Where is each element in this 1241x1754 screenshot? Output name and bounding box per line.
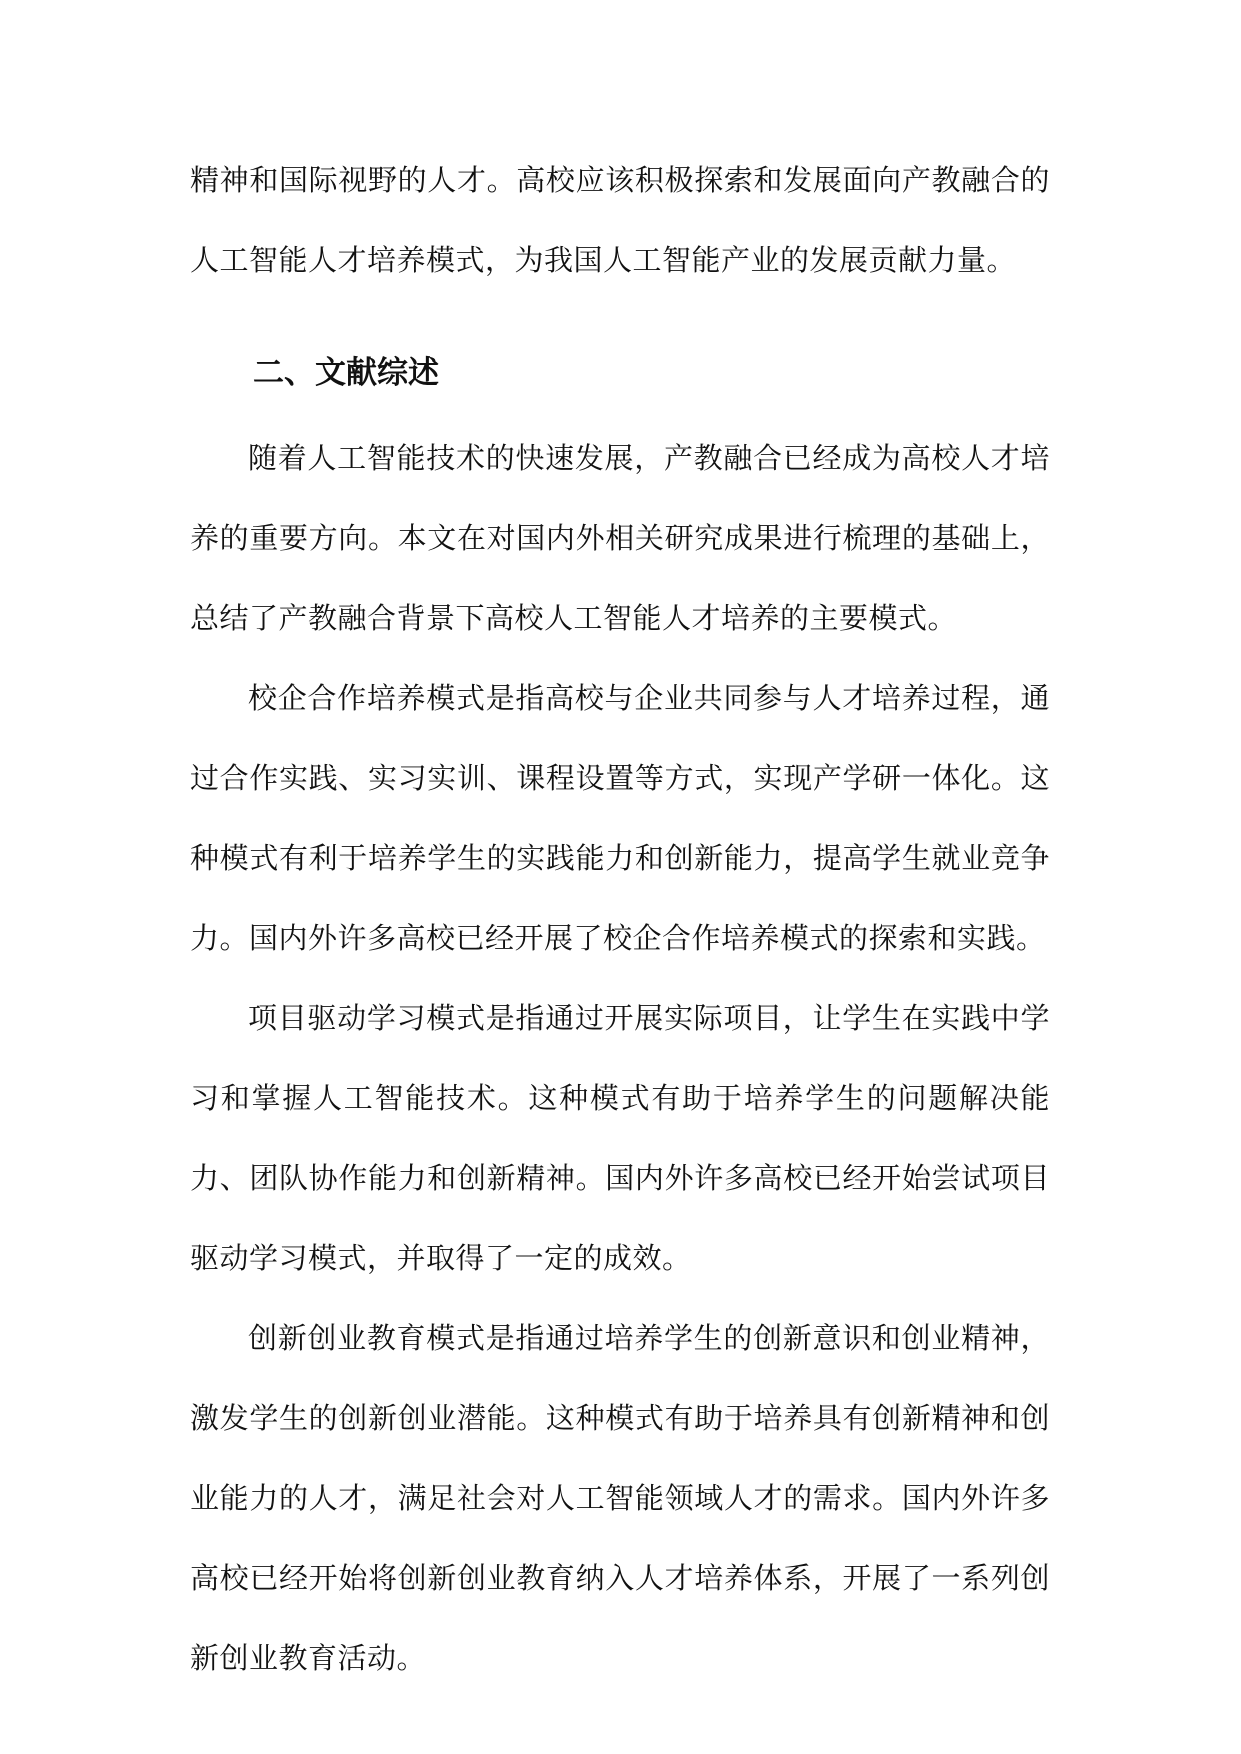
paragraph-intro: 随着人工智能技术的快速发展，产教融合已经成为高校人才培养的重要方向。本文在对国内外相关研究成果进行梳理的基础上，总结了产教融合背景下高校人工智能人才培养的主要模式。 — [190, 441, 1050, 635]
paragraph-innovation: 创新创业教育模式是指通过培养学生的创新意识和创业精神，激发学生的创新创业潜能。这种模式有助于培养具有创新精神和创业能力的人才，满足社会对人工智能领域人才的需求。国内外许多高校已经开始将创新创业教育纳入人才培养体系，开展了一系列创新创业教育活动。 — [190, 1321, 1050, 1675]
paragraph-project-driven: 项目驱动学习模式是指通过开展实际项目，让学生在实践中学习和掌握人工智能技术。这种模式有助于培养学生的问题解决能力、团队协作能力和创新精神。国内外许多高校已经开始尝试项目驱动学习模式，并取得了一定的成效。 — [190, 1001, 1050, 1275]
section-heading: 二、文献综述 — [253, 355, 439, 391]
paragraph-school-enterprise: 校企合作培养模式是指高校与企业共同参与人才培养过程，通过合作实践、实习实训、课程设置等方式，实现产学研一体化。这种模式有利于培养学生的实践能力和创新能力，提高学生就业竞争力。国内外许多高校已经开展了校企合作培养模式的探索和实践。 — [190, 681, 1050, 955]
document-body — [190, 140, 1050, 1698]
continued-paragraph: 精神和国际视野的人才。高校应该积极探索和发展面向产教融合的人工智能人才培养模式，为我国人工智能产业的发展贡献力量。 — [190, 163, 1050, 277]
